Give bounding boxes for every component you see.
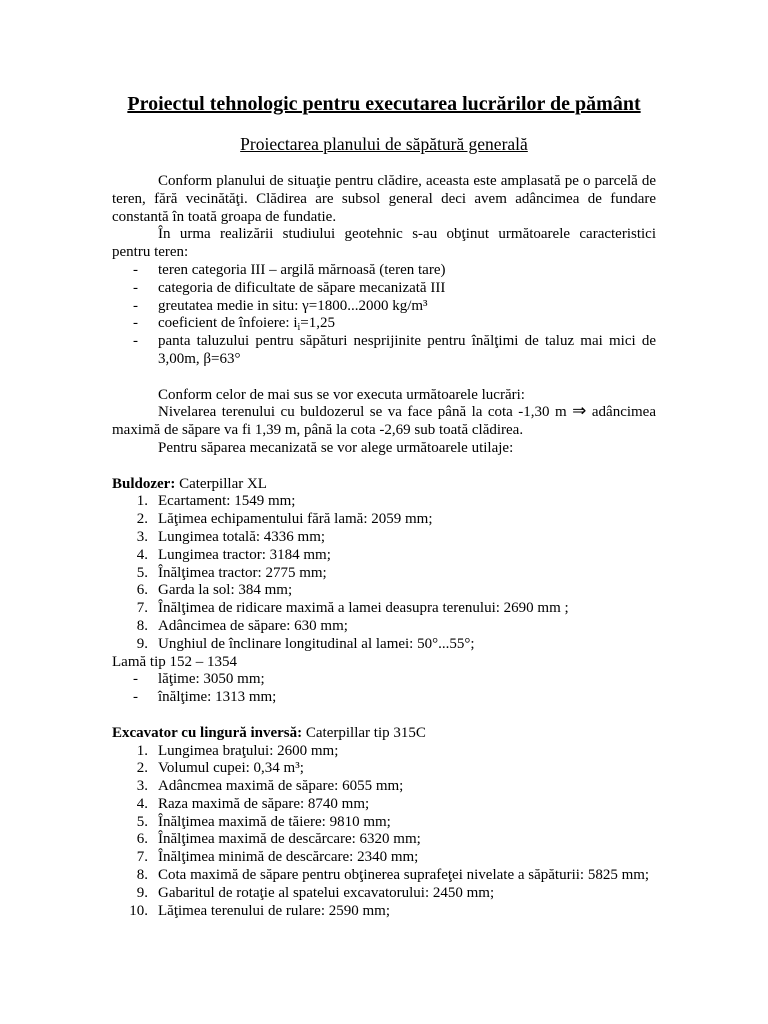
spec-item: [112, 547, 656, 565]
leveling-text: adâncimea: [591, 404, 656, 421]
list-item-text: greutatea medie in situ: γ=1800...2000 kg/m³: [158, 297, 428, 314]
list-item: [112, 262, 656, 280]
spec-text: Ecartament: 1549 mm;: [158, 493, 296, 510]
list-number: 5.: [136, 564, 148, 581]
spec-item: [112, 867, 656, 885]
spec-item: [112, 582, 656, 600]
bulldozer-section: [112, 476, 656, 707]
spec-text: Raza maximă de săpare: 8740 mm;: [158, 795, 370, 812]
spec-text: Adâncmea maximă de săpare: 6055 mm;: [158, 778, 404, 795]
paragraph-line: pentru teren:: [112, 244, 189, 261]
blank-line: [112, 369, 656, 387]
spec-item: [112, 565, 656, 583]
list-dash: -: [133, 333, 138, 350]
spec-text: lăţime: 3050 mm;: [158, 671, 265, 688]
spec-item: [112, 618, 656, 636]
list-dash: -: [133, 279, 138, 296]
list-dash: -: [133, 671, 138, 688]
blade-spec-item: [112, 689, 656, 707]
list-number: 4.: [136, 546, 148, 563]
list-dash: -: [133, 297, 138, 314]
spec-text: înălţime: 1313 mm;: [158, 689, 277, 706]
list-number: 2.: [136, 511, 148, 528]
list-number: 7.: [136, 849, 148, 866]
blade-spec-item: [112, 671, 656, 689]
spec-item: [112, 903, 656, 921]
equipment-model: Caterpillar tip 315C: [305, 724, 426, 741]
works-paragraph: [112, 387, 656, 458]
spec-text: Unghiul de înclinare longitudinal al lamei: 50°...55°;: [158, 635, 475, 652]
list-number: 3.: [136, 528, 148, 545]
section-subtitle: Proiectarea planului de săpătură generală: [240, 134, 528, 154]
spec-text: Garda la sol: 384 mm;: [158, 582, 293, 599]
spec-text: Volumul cupei: 0,34 m³;: [158, 760, 304, 777]
paragraph-line: Pentru săparea mecanizată se vor alege următoarele utilaje:: [158, 439, 514, 456]
spec-item: [112, 814, 656, 832]
list-number: 6.: [136, 582, 148, 599]
geotechnical-paragraph: [112, 226, 656, 262]
equipment-heading: [112, 725, 656, 743]
list-dash: -: [133, 315, 138, 332]
soil-characteristics-list: [112, 262, 656, 369]
blank-line: [112, 458, 656, 476]
site-plan-paragraph: [112, 173, 656, 226]
list-item-line: panta taluzului pentru săpături nesprijinite pentru înălţimi de taluz mai mici de: [158, 333, 656, 350]
blank-line: [112, 707, 656, 725]
spec-item: [112, 778, 656, 796]
list-dash: -: [133, 261, 138, 278]
spec-item: [112, 743, 656, 761]
list-dash: -: [133, 689, 138, 706]
paragraph-line: Conform planului de situaţie pentru clădire, aceasta este amplasată pe o parcelă de: [158, 173, 656, 189]
list-item: [112, 333, 656, 369]
spec-text: Înălţimea tractor: 2775 mm;: [158, 564, 327, 581]
blade-heading: Lamă tip 152 – 1354: [112, 653, 237, 670]
list-item-text: teren categoria III – argilă mărnoasă (teren tare): [158, 261, 446, 278]
spec-text: Înălţimea de ridicare maximă a lamei deasupra terenului: 2690 mm ;: [158, 600, 569, 617]
spec-text: Lungimea braţului: 2600 mm;: [158, 742, 339, 759]
paragraph-line: teren, fără vecinătăţi. Clădirea are subsol general deci avem adâncimea de fundare: [112, 190, 656, 207]
spec-item: [112, 796, 656, 814]
list-number: 3.: [136, 778, 148, 795]
list-number: 8.: [136, 867, 148, 884]
spec-item: [112, 493, 656, 511]
list-item: [112, 315, 656, 333]
spec-item: [112, 849, 656, 867]
spec-text: Cota maximă de săpare pentru obţinerea suprafeţei nivelate a săpăturii: 5825 mm;: [158, 867, 650, 884]
list-number: 2.: [136, 760, 148, 777]
spec-text: Lungimea totală: 4336 mm;: [158, 528, 326, 545]
spec-item: [112, 885, 656, 903]
equipment-label: Buldozer:: [112, 475, 176, 492]
double-arrow-symbol: ⇒: [572, 401, 587, 422]
list-item-text: categoria de dificultate de săpare mecanizată III: [158, 279, 446, 296]
list-item: [112, 298, 656, 316]
list-number: 9.: [136, 635, 148, 652]
excavator-section: [112, 725, 656, 921]
paragraph-line: constantă în toată groapa de fundatie.: [112, 208, 337, 225]
document-title: Proiectul tehnologic pentru executarea lucrărilor de pământ: [127, 93, 641, 115]
list-number: 1.: [136, 493, 148, 510]
paragraph-line: maximă de săpare va fi 1,39 m, până la cota -2,69 sub toată clădirea.: [112, 422, 524, 439]
paragraph-line: [112, 401, 656, 422]
spec-item: [112, 529, 656, 547]
spec-text: Lăţimea terenului de rulare: 2590 mm;: [158, 902, 391, 919]
spec-text: Înălţimea maximă de descărcare: 6320 mm;: [158, 831, 421, 848]
list-number: 8.: [136, 617, 148, 634]
list-item-value: =1,25: [300, 315, 336, 332]
spec-text: Adâncimea de săpare: 630 mm;: [158, 617, 348, 634]
list-item-text: coeficient de înfoiere: i: [158, 315, 298, 332]
leveling-text: Nivelarea terenului cu buldozerul se va face până la cota -1,30 m: [158, 404, 567, 421]
spec-item: [112, 636, 656, 654]
list-item: [112, 280, 656, 298]
spec-text: Gabaritul de rotaţie al spatelui excavatorului: 2450 mm;: [158, 884, 495, 901]
equipment-label: Excavator cu lingură inversă:: [112, 724, 303, 741]
list-number: 6.: [136, 831, 148, 848]
spec-text: Înălţimea minimă de descărcare: 2340 mm;: [158, 849, 419, 866]
spec-text: Înălţimea maximă de tăiere: 9810 mm;: [158, 813, 391, 830]
list-number: 1.: [136, 742, 148, 759]
list-item-line: 3,00m, β=63°: [158, 350, 241, 367]
paragraph-line: În urma realizării studiului geotehnic s-au obţinut următoarele caracteristici: [158, 226, 656, 243]
paragraph-line: Conform celor de mai sus se vor executa următoarele lucrări:: [158, 386, 525, 403]
spec-text: Lungimea tractor: 3184 mm;: [158, 546, 331, 563]
document-body: [112, 173, 656, 920]
list-number: 4.: [136, 795, 148, 812]
list-number: 10.: [129, 902, 148, 919]
list-number: 7.: [136, 600, 148, 617]
spec-item: [112, 511, 656, 529]
spec-item: [112, 760, 656, 778]
list-number: 9.: [136, 884, 148, 901]
equipment-model: Caterpillar XL: [179, 475, 267, 492]
list-number: 5.: [136, 813, 148, 830]
subscript: i: [297, 322, 301, 334]
spec-item: [112, 831, 656, 849]
spec-item: [112, 600, 656, 618]
spec-text: Lăţimea echipamentului fără lamă: 2059 mm;: [158, 511, 433, 528]
equipment-heading: [112, 476, 656, 494]
